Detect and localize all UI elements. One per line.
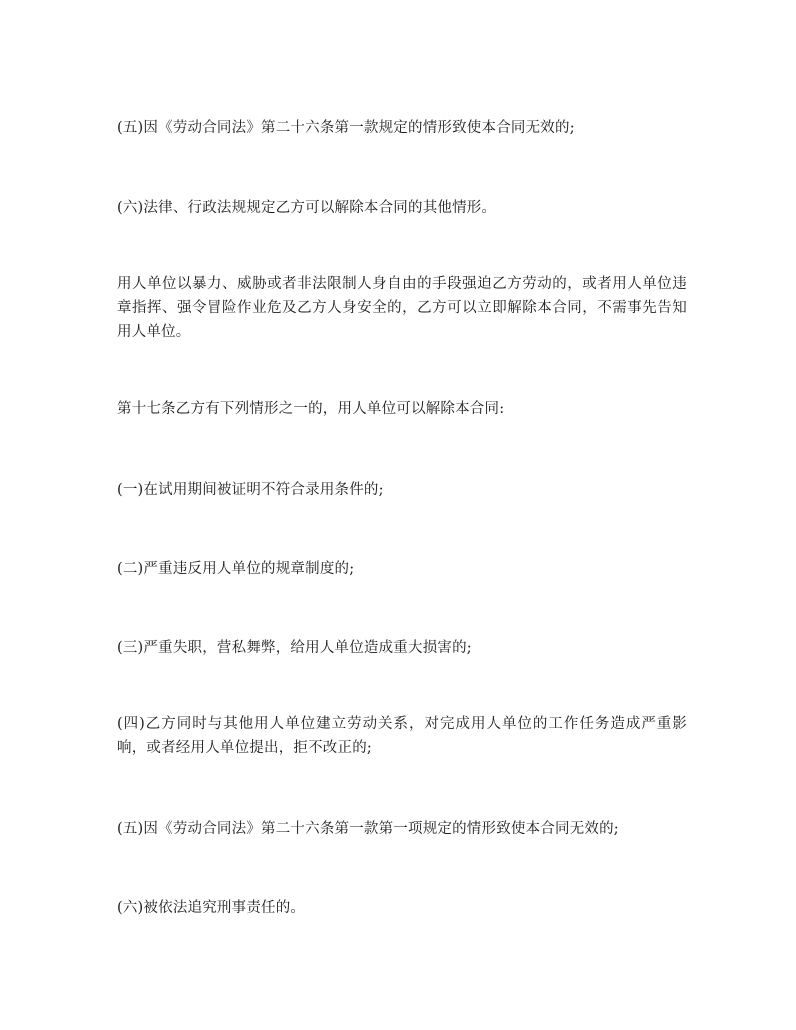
paragraph-1: (五)因《劳动合同法》第二十六条第一款规定的情形致使本合同无效的; bbox=[117, 120, 575, 136]
paragraph-5: (一)在试用期间被证明不符合录用条件的; bbox=[117, 482, 384, 498]
paragraph-10: (六)被依法追究刑事责任的。 bbox=[117, 900, 306, 916]
paragraph-6: (二)严重违反用人单位的规章制度的; bbox=[117, 561, 355, 577]
paragraph-8: (四)乙方同时与其他用人单位建立劳动关系，对完成用人单位的工作任务造成严重影响，或者经用人单位提出，拒不改正的; bbox=[117, 716, 687, 756]
paragraph-9: (五)因《劳动合同法》第二十六条第一款第一项规定的情形致使本合同无效的; bbox=[117, 821, 619, 837]
paragraph-3: 用人单位以暴力、威胁或者非法限制人身自由的手段强迫乙方劳动的，或者用人单位违章指挥、强令冒险作业危及乙方人身安全的，乙方可以立即解除本合同，不需事先告知用人单位。 bbox=[117, 276, 687, 340]
paragraph-4: 第十七条乙方有下列情形之一的，用人单位可以解除本合同: bbox=[117, 401, 505, 417]
paragraph-2: (六)法律、行政法规规定乙方可以解除本合同的其他情形。 bbox=[117, 200, 497, 216]
paragraph-7: (三)严重失职，营私舞弊，给用人单位造成重大损害的; bbox=[117, 640, 472, 656]
